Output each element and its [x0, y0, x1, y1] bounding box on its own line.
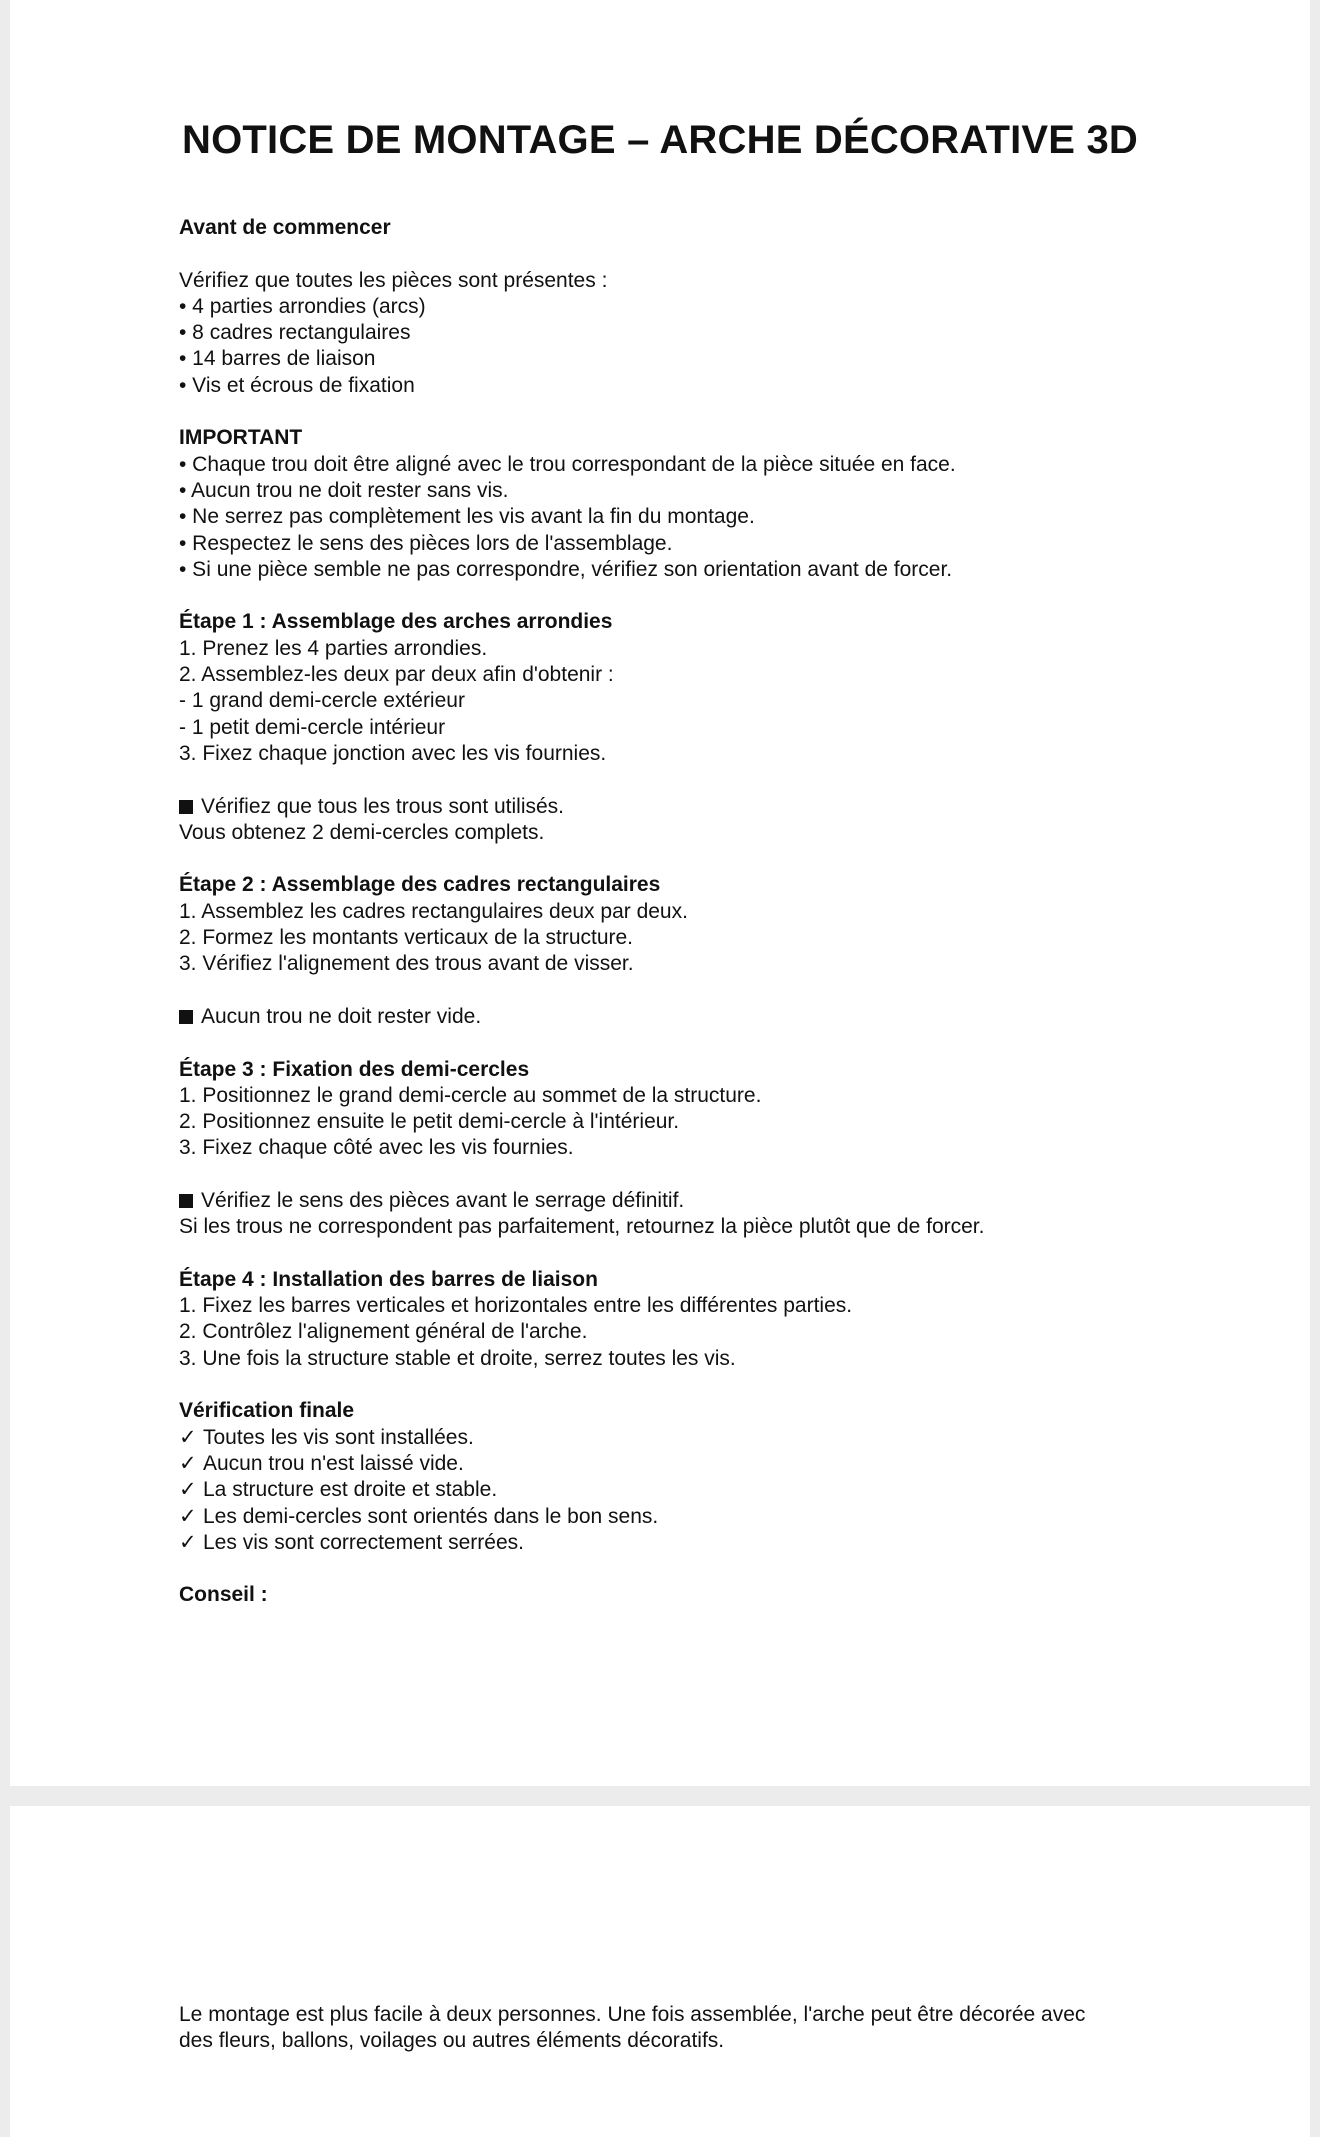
checklist-item: [179, 1504, 1239, 1530]
section-heading-step4: Étape 4 : Installation des barres de liaison: [179, 1267, 598, 1291]
check-icon: ✓: [179, 1425, 197, 1449]
list-item: • Vis et écrous de fixation: [179, 373, 415, 397]
section-heading-important: IMPORTANT: [179, 426, 303, 450]
checklist-text: Les vis sont correctement serrées.: [203, 1530, 524, 1554]
list-item: • Ne serrez pas complètement les vis avant la fin du montage.: [179, 505, 755, 529]
square-bullet-icon: [179, 800, 193, 814]
list-item: 3. Une fois la structure stable et droite, serrez toutes les vis.: [179, 1346, 736, 1370]
note-text: Vérifiez que tous les trous sont utilisés.: [201, 794, 565, 818]
list-item: 1. Positionnez le grand demi-cercle au sommet de la structure.: [179, 1083, 762, 1107]
step3-note: [179, 1188, 1239, 1214]
advice-line: Le montage est plus facile à deux personnes. Une fois assemblée, l'arche peut être décorée avec: [179, 2003, 1086, 2026]
check-icon: ✓: [179, 1478, 197, 1502]
list-item: 2. Assemblez-les deux par deux afin d'obtenir :: [179, 663, 614, 687]
list-item: 1. Prenez les 4 parties arrondies.: [179, 636, 488, 660]
checklist-text: La structure est droite et stable.: [203, 1478, 498, 1502]
list-item: 3. Vérifiez l'alignement des trous avant de visser.: [179, 952, 634, 976]
list-item: 1. Fixez les barres verticales et horizontales entre les différentes parties.: [179, 1294, 853, 1318]
important-list: [179, 452, 1239, 583]
list-item: - 1 grand demi-cercle extérieur: [179, 689, 465, 713]
document-body: [179, 215, 1239, 1609]
list-item: 1. Assemblez les cadres rectangulaires deux par deux.: [179, 899, 688, 923]
list-item: 2. Formez les montants verticaux de la structure.: [179, 926, 634, 950]
square-bullet-icon: [179, 1194, 193, 1208]
step2-note: [179, 1004, 1239, 1030]
list-item: • 4 parties arrondies (arcs): [179, 294, 426, 318]
document-page-1: [10, 0, 1310, 1786]
note-text: Vérifiez le sens des pièces avant le serrage définitif.: [201, 1188, 685, 1212]
checklist-item: [179, 1530, 1239, 1556]
checklist-item: [179, 1425, 1239, 1451]
section-heading-step1: Étape 1 : Assemblage des arches arrondies: [179, 610, 613, 634]
list-item: • Si une pièce semble ne pas correspondre, vérifiez son orientation avant de forcer.: [179, 557, 953, 581]
note-text: Aucun trou ne doit rester vide.: [201, 1004, 482, 1028]
section-heading-step2: Étape 2 : Assemblage des cadres rectangulaires: [179, 873, 661, 897]
square-bullet-icon: [179, 1010, 193, 1024]
section-heading-final: Vérification finale: [179, 1399, 355, 1423]
step3-note2: Si les trous ne correspondent pas parfaitement, retournez la pièce plutôt que de forcer.: [179, 1215, 985, 1239]
list-item: 2. Contrôlez l'alignement général de l'arche.: [179, 1320, 588, 1344]
list-item: 2. Positionnez ensuite le petit demi-cercle à l'intérieur.: [179, 1110, 680, 1134]
document-page-2: [10, 1806, 1310, 2137]
checklist-text: Les demi-cercles sont orientés dans le bon sens.: [203, 1504, 659, 1528]
list-item: - 1 petit demi-cercle intérieur: [179, 715, 446, 739]
section-heading-before: Avant de commencer: [179, 216, 391, 239]
checklist-text: Toutes les vis sont installées.: [203, 1425, 474, 1449]
list-item: • Respectez le sens des pièces lors de l'assemblage.: [179, 531, 673, 555]
checklist-text: Aucun trou n'est laissé vide.: [203, 1451, 464, 1475]
section-heading-step3: Étape 3 : Fixation des demi-cercles: [179, 1057, 530, 1081]
advice-line: des fleurs, ballons, voilages ou autres éléments décoratifs.: [179, 2029, 725, 2053]
before-intro: Vérifiez que toutes les pièces sont présentes :: [179, 268, 608, 292]
check-icon: ✓: [179, 1451, 197, 1475]
list-item: • Chaque trou doit être aligné avec le trou correspondant de la pièce située en face.: [179, 452, 956, 476]
document-title: NOTICE DE MONTAGE – ARCHE DÉCORATIVE 3D: [181, 118, 1139, 162]
list-item: 3. Fixez chaque côté avec les vis fournies.: [179, 1136, 574, 1160]
advice-text: [179, 2002, 1179, 2055]
section-heading-advice: Conseil :: [179, 1583, 268, 1607]
list-item: • Aucun trou ne doit rester sans vis.: [179, 478, 509, 502]
list-item: • 14 barres de liaison: [179, 347, 376, 371]
parts-list: [179, 294, 1239, 399]
step1-note2: Vous obtenez 2 demi-cercles complets.: [179, 820, 545, 844]
checklist-item: [179, 1451, 1239, 1477]
list-item: 3. Fixez chaque jonction avec les vis fournies.: [179, 741, 607, 765]
check-icon: ✓: [179, 1530, 197, 1554]
step1-note: [179, 794, 1239, 820]
checklist-item: [179, 1477, 1239, 1503]
list-item: • 8 cadres rectangulaires: [179, 321, 411, 345]
check-icon: ✓: [179, 1504, 197, 1528]
